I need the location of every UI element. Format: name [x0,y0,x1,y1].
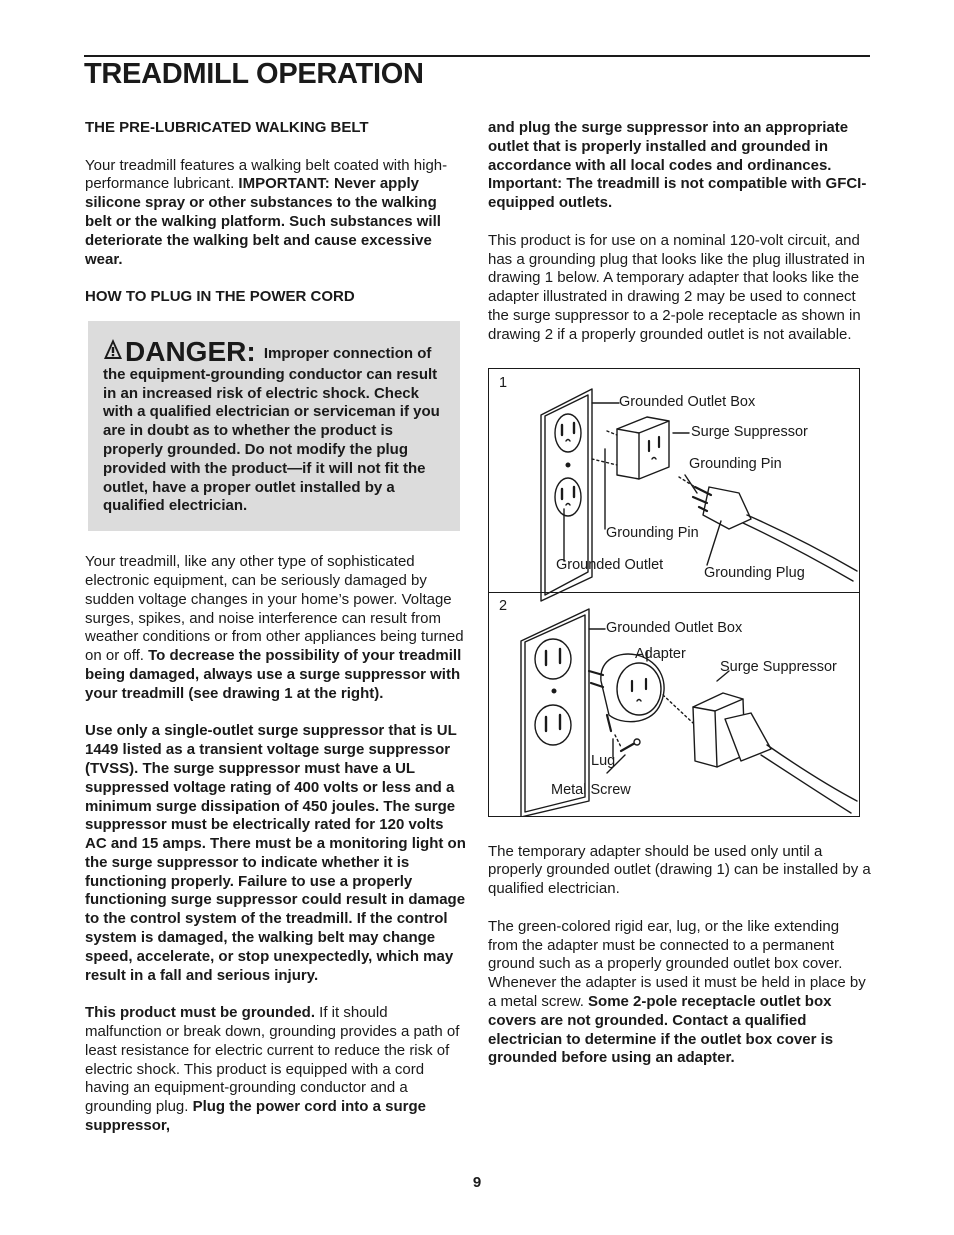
warning-triangle-icon [103,338,123,366]
ground-warning: This product must be grounded. [85,1004,315,1022]
suppressor-paragraph [85,722,467,985]
belt-paragraph [85,157,467,270]
surge-paragraph [85,553,467,703]
ear-text: The green-colored rigid ear, lug, or the like extending from the adapter must be connected to a permanent ground such as a properly grounded outlet box cover. Whenever the adapter is used it must be held in place by a metal screw. [488,917,866,1010]
ground-paragraph [85,1004,467,1136]
page-number: 9 [472,1174,482,1191]
page-title: TREADMILL OPERATION [84,58,424,90]
belt-warning: IMPORTANT: Never apply silicone spray or other substances to the walking belt or the walking platform. Such substances will deteriorate the walking belt and cause excessive wear. [85,175,441,268]
d1-receptacle-bottom [555,478,581,516]
belt-heading: THE PRE-LUBRICATED WALKING BELT [85,119,369,136]
d1-label-grounded-outlet: Grounded Outlet [556,556,664,573]
d1-receptacle-top [555,414,581,452]
temporary-adapter-paragraph: The temporary adapter should be used only until a properly grounded outlet (drawing 1) can be installed by a qualified electrician. [488,842,871,898]
surge-advice: To decrease the possibility of your treadmill being damaged, always use a surge suppressor with your treadmill (see drawing 1 at the right). [85,647,462,702]
d2-receptacle-bottom [535,705,571,745]
ground-text: If it should malfunction or break down, grounding provides a path of least resistance for electric current to reduce the risk of electric shock. This product is equipped with a cord having an equipment-grounding conductor and a grounding plug. [85,1004,460,1116]
danger-title: DANGER: [125,335,256,367]
d1-label-grounding-plug: Grounding Plug [704,564,805,581]
voltage-paragraph: This product is for use on a nominal 120-volt circuit, and has a grounding plug that looks like the plug illustrated in drawing 1 below. A temporary adapter that looks like the adapter illustrated in drawing 2 may be used to connect the surge suppressor to a 2-pole receptacle as shown in drawing 2 if a properly grounded outlet is not available. [488,231,865,343]
plug-diagram [488,368,860,817]
d2-receptacle-top [535,639,571,679]
continued-instruction: and plug the surge suppressor into an appropriate outlet that is properly installed and grounded in accordance with all local codes and ordinances. Important: The treadmill is not compatible with GFCI-equipped outlets. [488,119,867,212]
d2-metal-screw [621,743,635,751]
d1-surge-suppressor [617,417,669,479]
header-rule [84,55,870,57]
continued-paragraph [488,119,872,213]
d1-label-grounding-pin-bottom: Grounding Pin [606,524,699,541]
d2-label-grounded-outlet-box: Grounded Outlet Box [606,619,743,636]
figure-divider [489,592,859,594]
ground-instruction: Plug the power cord into a surge suppressor, [85,1098,426,1135]
d1-label-grounding-pin-top: Grounding Pin [689,455,782,472]
ear-paragraph [488,918,872,1068]
drawing-2-number: 2 [499,597,508,614]
danger-box [88,321,460,531]
ear-warning: Some 2-pole receptacle outlet box covers are not grounded. Contact a qualified electrician to determine if the outlet box cover is grounded before using an adapter. [488,992,834,1067]
d1-label-surge-suppressor: Surge Suppressor [691,423,808,440]
cord-heading: HOW TO PLUG IN THE POWER CORD [85,288,355,306]
danger-text: Improper connection of the equipment-grounding conductor can result in an increased risk of electric shock. Check with a qualified electrician or serviceman if you are in doubt as to whether the product is properly grounded. Do not modify the plug provided with the product—if it will not fit the outlet, have a proper outlet installed by a qualified electrician. [103,344,440,515]
d2-label-metal-screw: Metal Screw [551,781,631,798]
surge-text: Your treadmill, like any other type of sophisticated electronic equipment, can be seriously damaged by sudden voltage changes in your home’s power. Voltage surges, spikes, and noise interference can result from weather conditions or from other appliances being turned on or off. [85,553,464,665]
d1-label-grounded-outlet-box: Grounded Outlet Box [619,393,756,410]
drawing-1-number: 1 [499,374,508,391]
left-column [85,119,467,1136]
belt-text: Your treadmill features a walking belt coated with high-performance lubricant. [85,156,448,193]
suppressor-requirements: Use only a single-outlet surge suppressor that is UL 1449 listed as a transient voltage surge suppressor (TVSS). The surge suppressor must have a UL suppressed voltage rating of 400 volts or less and a minimum surge dissipation of 450 joules. The surge suppressor must be electrically rated for 120 volts AC and 15 amps. There must be a monitoring light on the surge suppressor to indicate whether it is functioning properly. Failure to use a properly functioning surge suppressor could result in damage to the control system of the treadmill. If the control system is damaged, the walking belt may change speed, accelerate, or stop unexpectedly, which may result in a fall and serious injury. [85,722,466,984]
d2-label-adapter: Adapter [635,645,686,662]
right-column [488,119,872,1068]
d2-label-lug: Lug [591,752,616,769]
d2-label-surge-suppressor: Surge Suppressor [720,658,837,675]
